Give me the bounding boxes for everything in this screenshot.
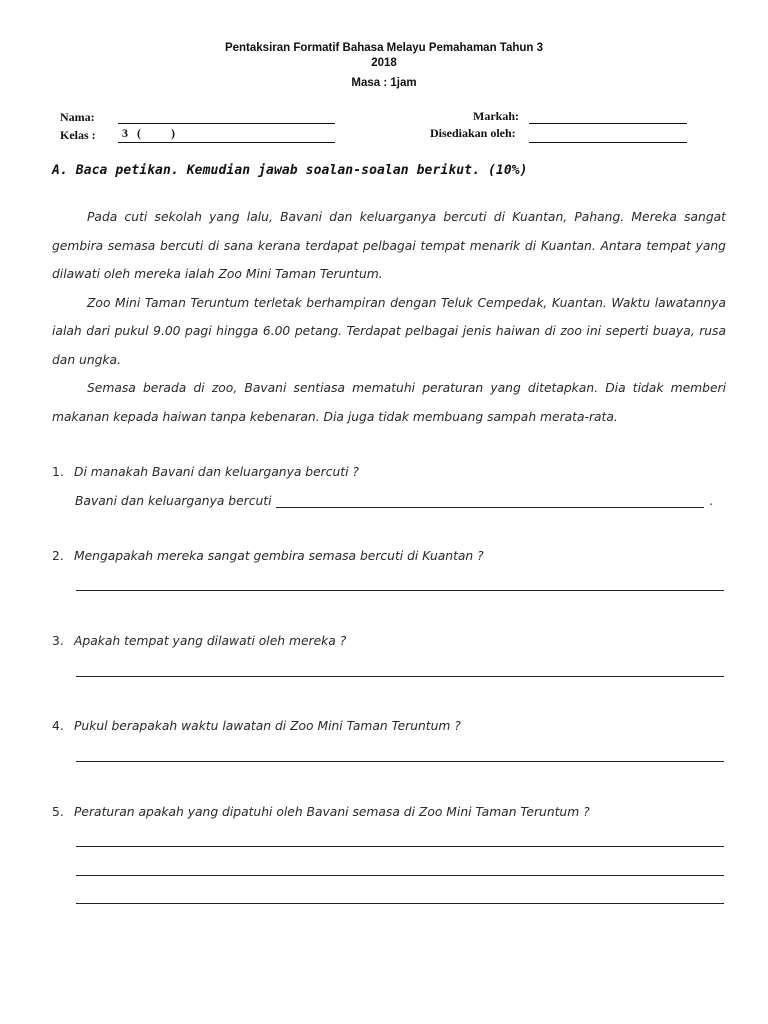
- answer-line[interactable]: [76, 590, 724, 591]
- question-text: Mengapakah mereka sangat gembira semasa bercuti di Kuantan ?: [74, 549, 484, 563]
- document-title: Pentaksiran Formatif Bahasa Melayu Pemahaman Tahun 3: [224, 42, 544, 54]
- passage-paragraph: Zoo Mini Taman Teruntum terletak berhampiran dengan Teluk Cempedak, Kuantan. Waktu lawatannya ialah dari pukul 9.00 pagi hingga 6.00 petang. Terdapat pelbagai jenis haiwan di zoo ini seperti buaya, rusa dan ungka.: [52, 295, 726, 367]
- question-number: 4.: [52, 719, 64, 733]
- question-number: 5.: [52, 805, 64, 819]
- answer-line[interactable]: [76, 761, 724, 762]
- answer-prefix: Bavani dan keluarganya bercuti: [75, 494, 272, 508]
- question-5: [52, 805, 590, 819]
- question-2: [52, 549, 484, 563]
- document-year: 2018: [371, 57, 397, 69]
- answer-line[interactable]: [76, 676, 724, 677]
- question-3: [52, 634, 346, 648]
- nama-label: Nama:: [60, 110, 95, 124]
- question-number: 3.: [52, 634, 64, 648]
- nama-field[interactable]: [118, 123, 335, 124]
- kelas-field[interactable]: [118, 142, 335, 143]
- disediakan-field[interactable]: [529, 142, 687, 143]
- question-number: 2.: [52, 549, 64, 563]
- question-4: [52, 719, 461, 733]
- answer-suffix: .: [709, 494, 714, 508]
- question-number: 1.: [52, 465, 64, 479]
- exam-duration: Masa : 1jam: [351, 77, 417, 89]
- passage-paragraph: Semasa berada di zoo, Bavani sentiasa mematuhi peraturan yang ditetapkan. Dia tidak memberi makanan kepada haiwan tanpa kebenaran. Dia juga tidak membuang sampah merata-rata.: [52, 381, 726, 424]
- section-a-instruction: A. Baca petikan. Kemudian jawab soalan-soalan berikut. (10%): [52, 163, 528, 178]
- answer-line[interactable]: [76, 846, 724, 847]
- markah-field[interactable]: [529, 123, 687, 124]
- answer-line[interactable]: [276, 494, 704, 508]
- question-1: [52, 465, 359, 479]
- question-text: Peraturan apakah yang dipatuhi oleh Bavani semasa di Zoo Mini Taman Teruntum ?: [74, 805, 590, 819]
- question-text: Apakah tempat yang dilawati oleh mereka ?: [74, 634, 347, 648]
- kelas-value: 3 ( ): [122, 126, 175, 140]
- reading-passage: [52, 203, 726, 431]
- passage-paragraph: Pada cuti sekolah yang lalu, Bavani dan keluarganya bercuti di Kuantan, Pahang. Mereka sangat gembira semasa bercuti di sana kerana terdapat pelbagai tempat menarik di Kuantan. Antara tempat yang dilawati oleh mereka ialah Zoo Mini Taman Teruntum.: [52, 210, 726, 281]
- disediakan-label: Disediakan oleh:: [430, 126, 516, 140]
- answer-line[interactable]: [76, 875, 724, 876]
- answer-line[interactable]: [76, 903, 724, 904]
- question-1-answer: [75, 494, 713, 508]
- kelas-label: Kelas :: [60, 128, 96, 142]
- markah-label: Markah:: [473, 109, 519, 123]
- question-text: Pukul berapakah waktu lawatan di Zoo Mini Taman Teruntum ?: [74, 719, 461, 733]
- question-text: Di manakah Bavani dan keluarganya bercuti ?: [74, 465, 359, 479]
